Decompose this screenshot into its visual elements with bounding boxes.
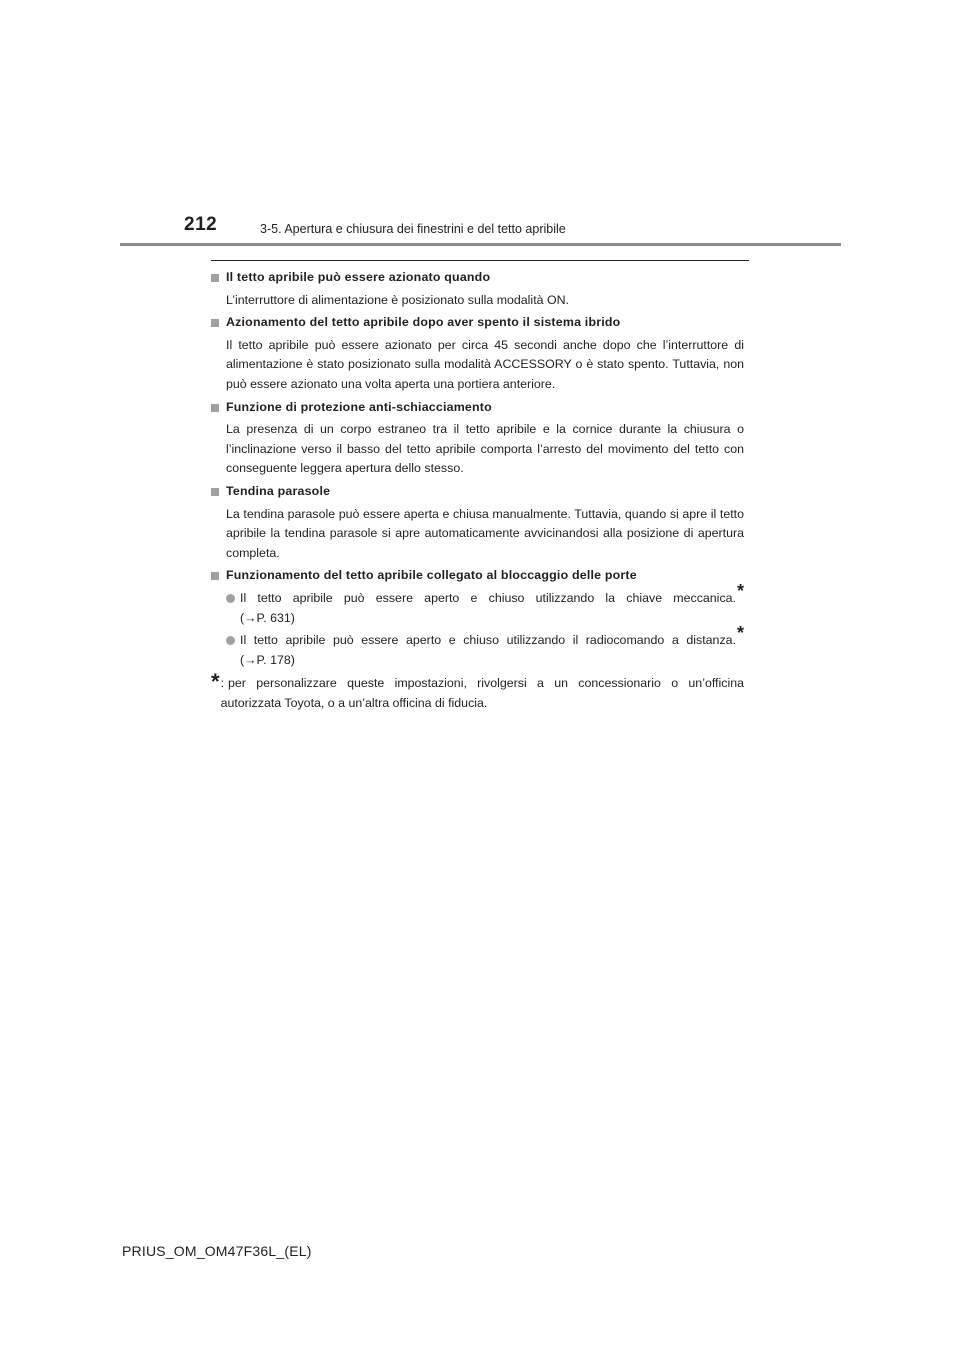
section-operating-conditions bbox=[211, 268, 744, 310]
circle-icon bbox=[226, 594, 235, 603]
asterisk-mark: * bbox=[736, 623, 744, 644]
section-heading-text: Funzionamento del tetto apribile collegato al bloccaggio delle porte bbox=[226, 568, 637, 583]
square-icon bbox=[211, 404, 219, 412]
square-icon bbox=[211, 274, 219, 282]
page-reference: (→P. 631) bbox=[240, 610, 295, 625]
content bbox=[211, 268, 744, 713]
section-heading-text: Funzione di protezione anti-schiacciamento bbox=[226, 399, 492, 414]
bullet-item bbox=[226, 580, 744, 628]
section-sunshade bbox=[211, 482, 744, 563]
section-door-lock-linked bbox=[211, 566, 744, 670]
bullet-item bbox=[226, 623, 744, 670]
document-code: PRIUS_OM_OM47F36L_(EL) bbox=[122, 1243, 312, 1259]
section-heading-text: Tendina parasole bbox=[226, 483, 331, 498]
page-number: 212 bbox=[184, 214, 218, 235]
section-body: La presenza di un corpo estraneo tra il tetto apribile e la cornice durante la chiusura o l’inclinazione verso il basso del tetto apribile comporta l’arresto del movimento del tetto con conseguente leggera apertura dello stesso. bbox=[226, 422, 744, 476]
section-body: La tendina parasole può essere aperta e chiusa manualmente. Tuttavia, quando si apre il tetto apribile la tendina parasole si apre automaticamente avvicinandosi alla posizione di apertura completa. bbox=[226, 506, 744, 560]
footnote-colon: : bbox=[220, 676, 225, 691]
asterisk-mark: * bbox=[736, 580, 744, 601]
section-body: Il tetto apribile può essere azionato per circa 45 secondi anche dopo che l’interruttore di alimentazione è stato posizionato sulla modalità ACCESSORY o è stato spento. Tuttavia, non può essere azionato una volta aperta una portiera anteriore. bbox=[226, 337, 744, 391]
footnote bbox=[211, 669, 744, 713]
bullet-text: Il tetto apribile può essere aperto e chiuso utilizzando la chiave meccanica. bbox=[240, 590, 736, 605]
circle-icon bbox=[226, 636, 235, 645]
bullet-text: Il tetto apribile può essere aperto e chiuso utilizzando il radiocomando a distanza. bbox=[240, 633, 736, 648]
square-icon bbox=[211, 488, 219, 496]
section-heading bbox=[211, 268, 744, 288]
page-reference: (→P. 178) bbox=[240, 652, 295, 667]
section-heading bbox=[211, 566, 744, 586]
chapter-title: 3-5. Apertura e chiusura dei finestrini e del tetto apribile bbox=[260, 222, 566, 236]
footnote-asterisk: * bbox=[211, 669, 220, 695]
footnote-text: per personalizzare queste impostazioni, rivolgersi a un concessionario o un’officina autorizzata Toyota, o a un’altra officina di fiducia. bbox=[220, 676, 744, 710]
section-heading-text: Il tetto apribile può essere azionato quando bbox=[226, 270, 491, 284]
section-rule bbox=[211, 260, 749, 261]
section-jam-protection bbox=[211, 398, 744, 479]
square-icon bbox=[211, 319, 219, 327]
header-rule bbox=[120, 243, 841, 246]
section-heading-text: Azionamento del tetto apribile dopo aver spento il sistema ibrido bbox=[226, 315, 621, 330]
section-body: L’interruttore di alimentazione è posizionato sulla modalità ON. bbox=[226, 292, 569, 307]
section-after-hybrid-off bbox=[211, 313, 744, 394]
section-heading bbox=[211, 313, 744, 333]
square-icon bbox=[211, 572, 219, 580]
section-heading bbox=[211, 398, 744, 418]
section-heading bbox=[211, 482, 744, 502]
